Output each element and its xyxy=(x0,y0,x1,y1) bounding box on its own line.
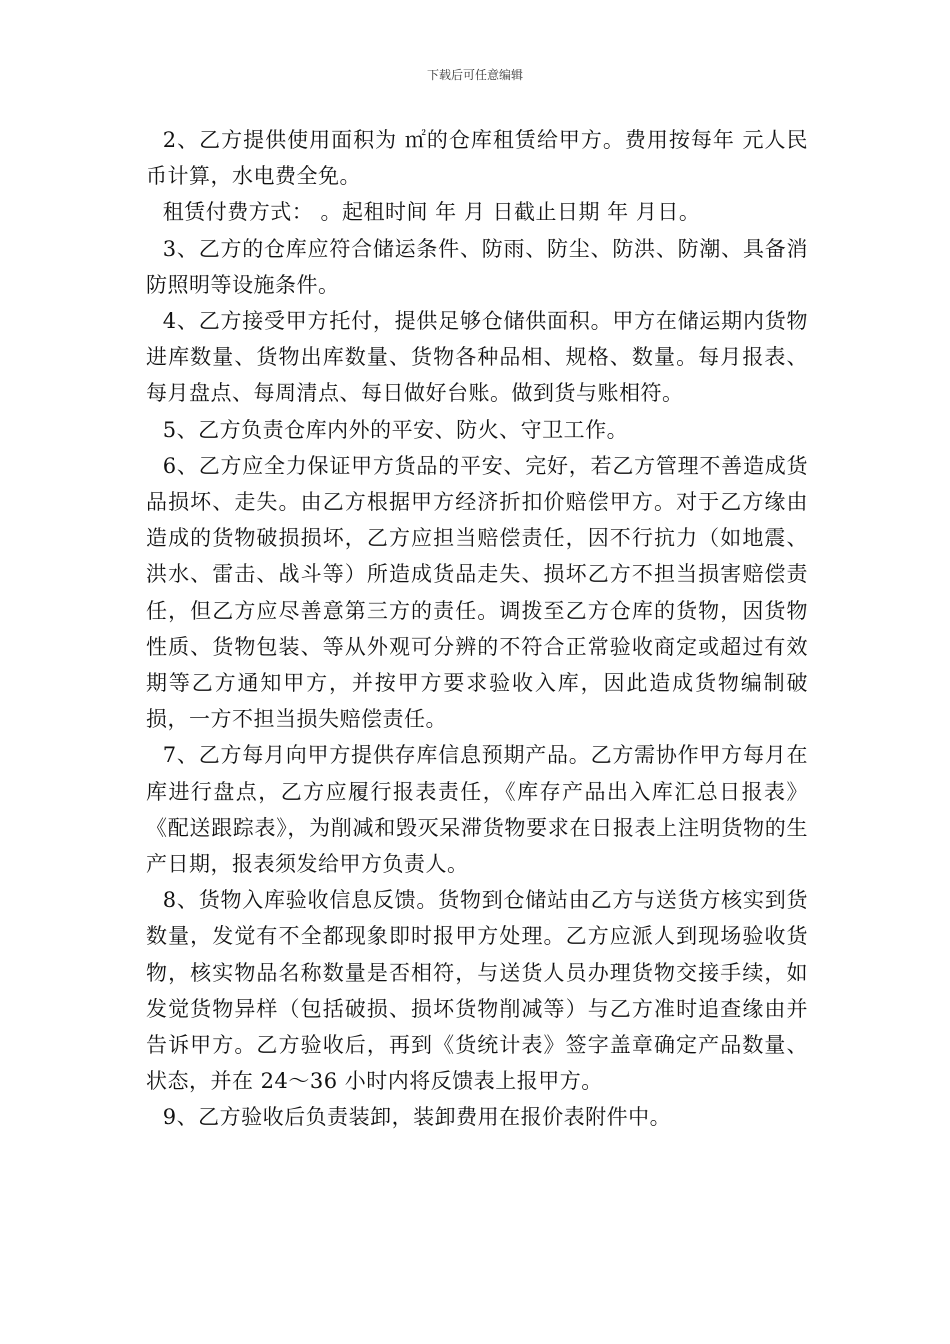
paragraph-item-6: 6、乙方应全力保证甲方货品的平安、完好，若乙方管理不善造成货品损坏、走失。由乙方根据甲方经济折扣价赔偿甲方。对于乙方缘由造成的货物破损损坏，乙方应担当赔偿责任，因不行抗力（如地震、洪水、雷击、战斗等）所造成货品走失、损坏乙方不担当损害赔偿责任，但乙方应尽善意第三方的责任。调拨至乙方仓库的货物，因货物性质、货物包装、等从外观可分辨的不符合正常验收商定或超过有效期等乙方通知甲方，并按甲方要求验收入库，因此造成货物编制破损，一方不担当损失赔偿责任。 xyxy=(146,453,808,732)
paragraph-item-5: 5、乙方负责仓库内外的平安、防火、守卫工作。 xyxy=(162,417,629,442)
paragraph-item-4: 4、乙方接受甲方托付，提供足够仓储供面积。甲方在储运期内货物进库数量、货物出库数量、货物各种品相、规格、数量。每月报表、每月盘点、每周清点、每日做好台账。做到货与账相符。 xyxy=(146,309,808,406)
document-body xyxy=(146,122,808,1136)
paragraph-payment-terms: 租赁付费方式： 。起租时间 年 月 日截止日期 年 月日。 xyxy=(162,200,701,225)
paragraph-item-3: 3、乙方的仓库应符合储运条件、防雨、防尘、防洪、防潮、具备消防照明等设施条件。 xyxy=(146,236,808,297)
paragraph-item-8: 8、货物入库验收信息反馈。货物到仓储站由乙方与送货方核实到货数量，发觉有不全都现象即时报甲方处理。乙方应派人到现场验收货物，核实物品名称数量是否相符，与送货人员办理货物交接手续，如发觉货物异样（包括破损、损坏货物削减等）与乙方准时追查缘由并告诉甲方。乙方验收后，再到《货统计表》签字盖章确定产品数量、状态，并在 24～36 小时内将反馈表上报甲方。 xyxy=(146,888,808,1094)
paragraph-item-9: 9、乙方验收后负责装卸，装卸费用在报价表附件中。 xyxy=(162,1105,672,1130)
paragraph-item-7: 7、乙方每月向甲方提供存库信息预期产品。乙方需协作甲方每月在库进行盘点，乙方应履行报表责任，《库存产品出入库汇总日报表》《配送跟踪表》，为削减和毁灭呆滞货物要求在日报表上注明货物的生产日期，报表须发给甲方负责人。 xyxy=(146,743,808,877)
page-header: 下载后可任意编辑 xyxy=(426,68,523,82)
paragraph-item-2: 2、乙方提供使用面积为 ㎡的仓库租赁给甲方。费用按每年 元人民币计算，水电费全免。 xyxy=(146,128,808,189)
